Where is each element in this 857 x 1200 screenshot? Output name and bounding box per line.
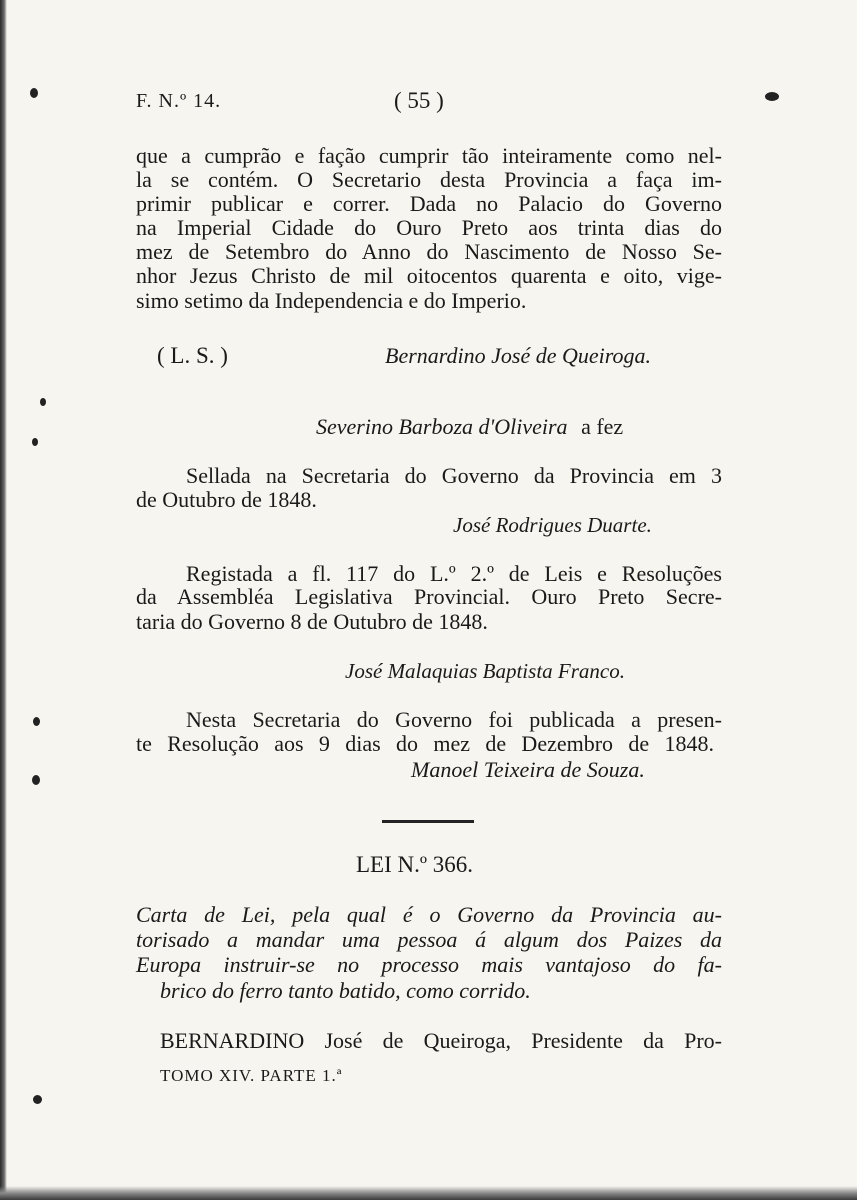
signature-seal-clerk: José Rodrigues Duarte. — [453, 513, 652, 537]
ink-speck — [765, 92, 779, 101]
signature-publisher: Manoel Teixeira de Souza. — [411, 757, 645, 782]
ink-speck — [32, 438, 38, 446]
text-line: de Outubro de 1848. — [136, 487, 317, 512]
text-line: da Assembléa Legislativa Provincial. Ouro Preto Secre- — [136, 584, 722, 609]
ink-speck — [33, 717, 40, 726]
running-head-left: F. N.º 14. — [136, 90, 222, 112]
seal-mark: ( L. S. ) — [157, 343, 228, 368]
volume-signature: TOMO XIV. PARTE 1.ª — [160, 1066, 343, 1085]
ink-speck — [32, 775, 40, 785]
page-bottom-edge-shadow — [0, 1186, 857, 1200]
text-line: Nesta Secretaria do Governo foi publicada a presen- — [186, 707, 722, 732]
signature-governor: Bernardino José de Queiroga. — [385, 343, 651, 368]
text-line: nhor Jezus Christo de mil oitocentos quarenta e oito, vige- — [136, 263, 722, 288]
text-line: Registada a fl. 117 do L.º 2.º de Leis e Resoluções — [186, 561, 722, 586]
signature-clerk-name: Severino Barboza d'Oliveira — [316, 414, 568, 439]
page-left-edge-shadow — [0, 0, 7, 1200]
law-opening-line: BERNARDINO José de Queiroga, Presidente da Pro- — [160, 1028, 722, 1053]
text-line: mez de Setembro do Anno do Nascimento de Nosso Se- — [136, 239, 722, 264]
law-summary-line: brico do ferro tanto batido, como corrido. — [160, 978, 531, 1003]
text-line: la se contém. O Secretario desta Provincia a faça im- — [136, 167, 722, 192]
text-line: Sellada na Secretaria do Governo da Provincia em 3 — [186, 463, 722, 488]
law-summary-line: Carta de Lei, pela qual é o Governo da Provincia au- — [136, 902, 722, 927]
law-title: LEI N.º 366. — [356, 852, 473, 877]
text-line: na Imperial Cidade do Ouro Preto aos trinta dias do — [136, 215, 722, 240]
page-number: ( 55 ) — [394, 88, 444, 113]
text-line: taria do Governo 8 de Outubro de 1848. — [136, 609, 488, 634]
text-line: te Resolução aos 9 dias do mez de Dezembro de 1848. — [136, 731, 714, 756]
text-line: que a cumprão e fação cumprir tão inteiramente como nel- — [136, 143, 722, 168]
ink-speck — [33, 1095, 42, 1104]
signature-registrar: José Malaquias Baptista Franco. — [345, 659, 625, 683]
ink-speck — [40, 398, 46, 406]
section-divider — [382, 820, 474, 823]
text-line: primir publicar e correr. Dada no Palacio do Governo — [136, 191, 722, 216]
law-summary-line: Europa instruir-se no processo mais vantajoso do fa- — [136, 952, 722, 977]
signature-clerk — [316, 414, 623, 440]
signature-clerk-suffix: a fez — [581, 414, 624, 439]
ink-speck — [30, 88, 38, 98]
law-summary-line: torisado a mandar uma pessoa á algum dos Paizes da — [136, 927, 722, 952]
text-line: simo setimo da Independencia e do Imperio. — [136, 288, 527, 313]
